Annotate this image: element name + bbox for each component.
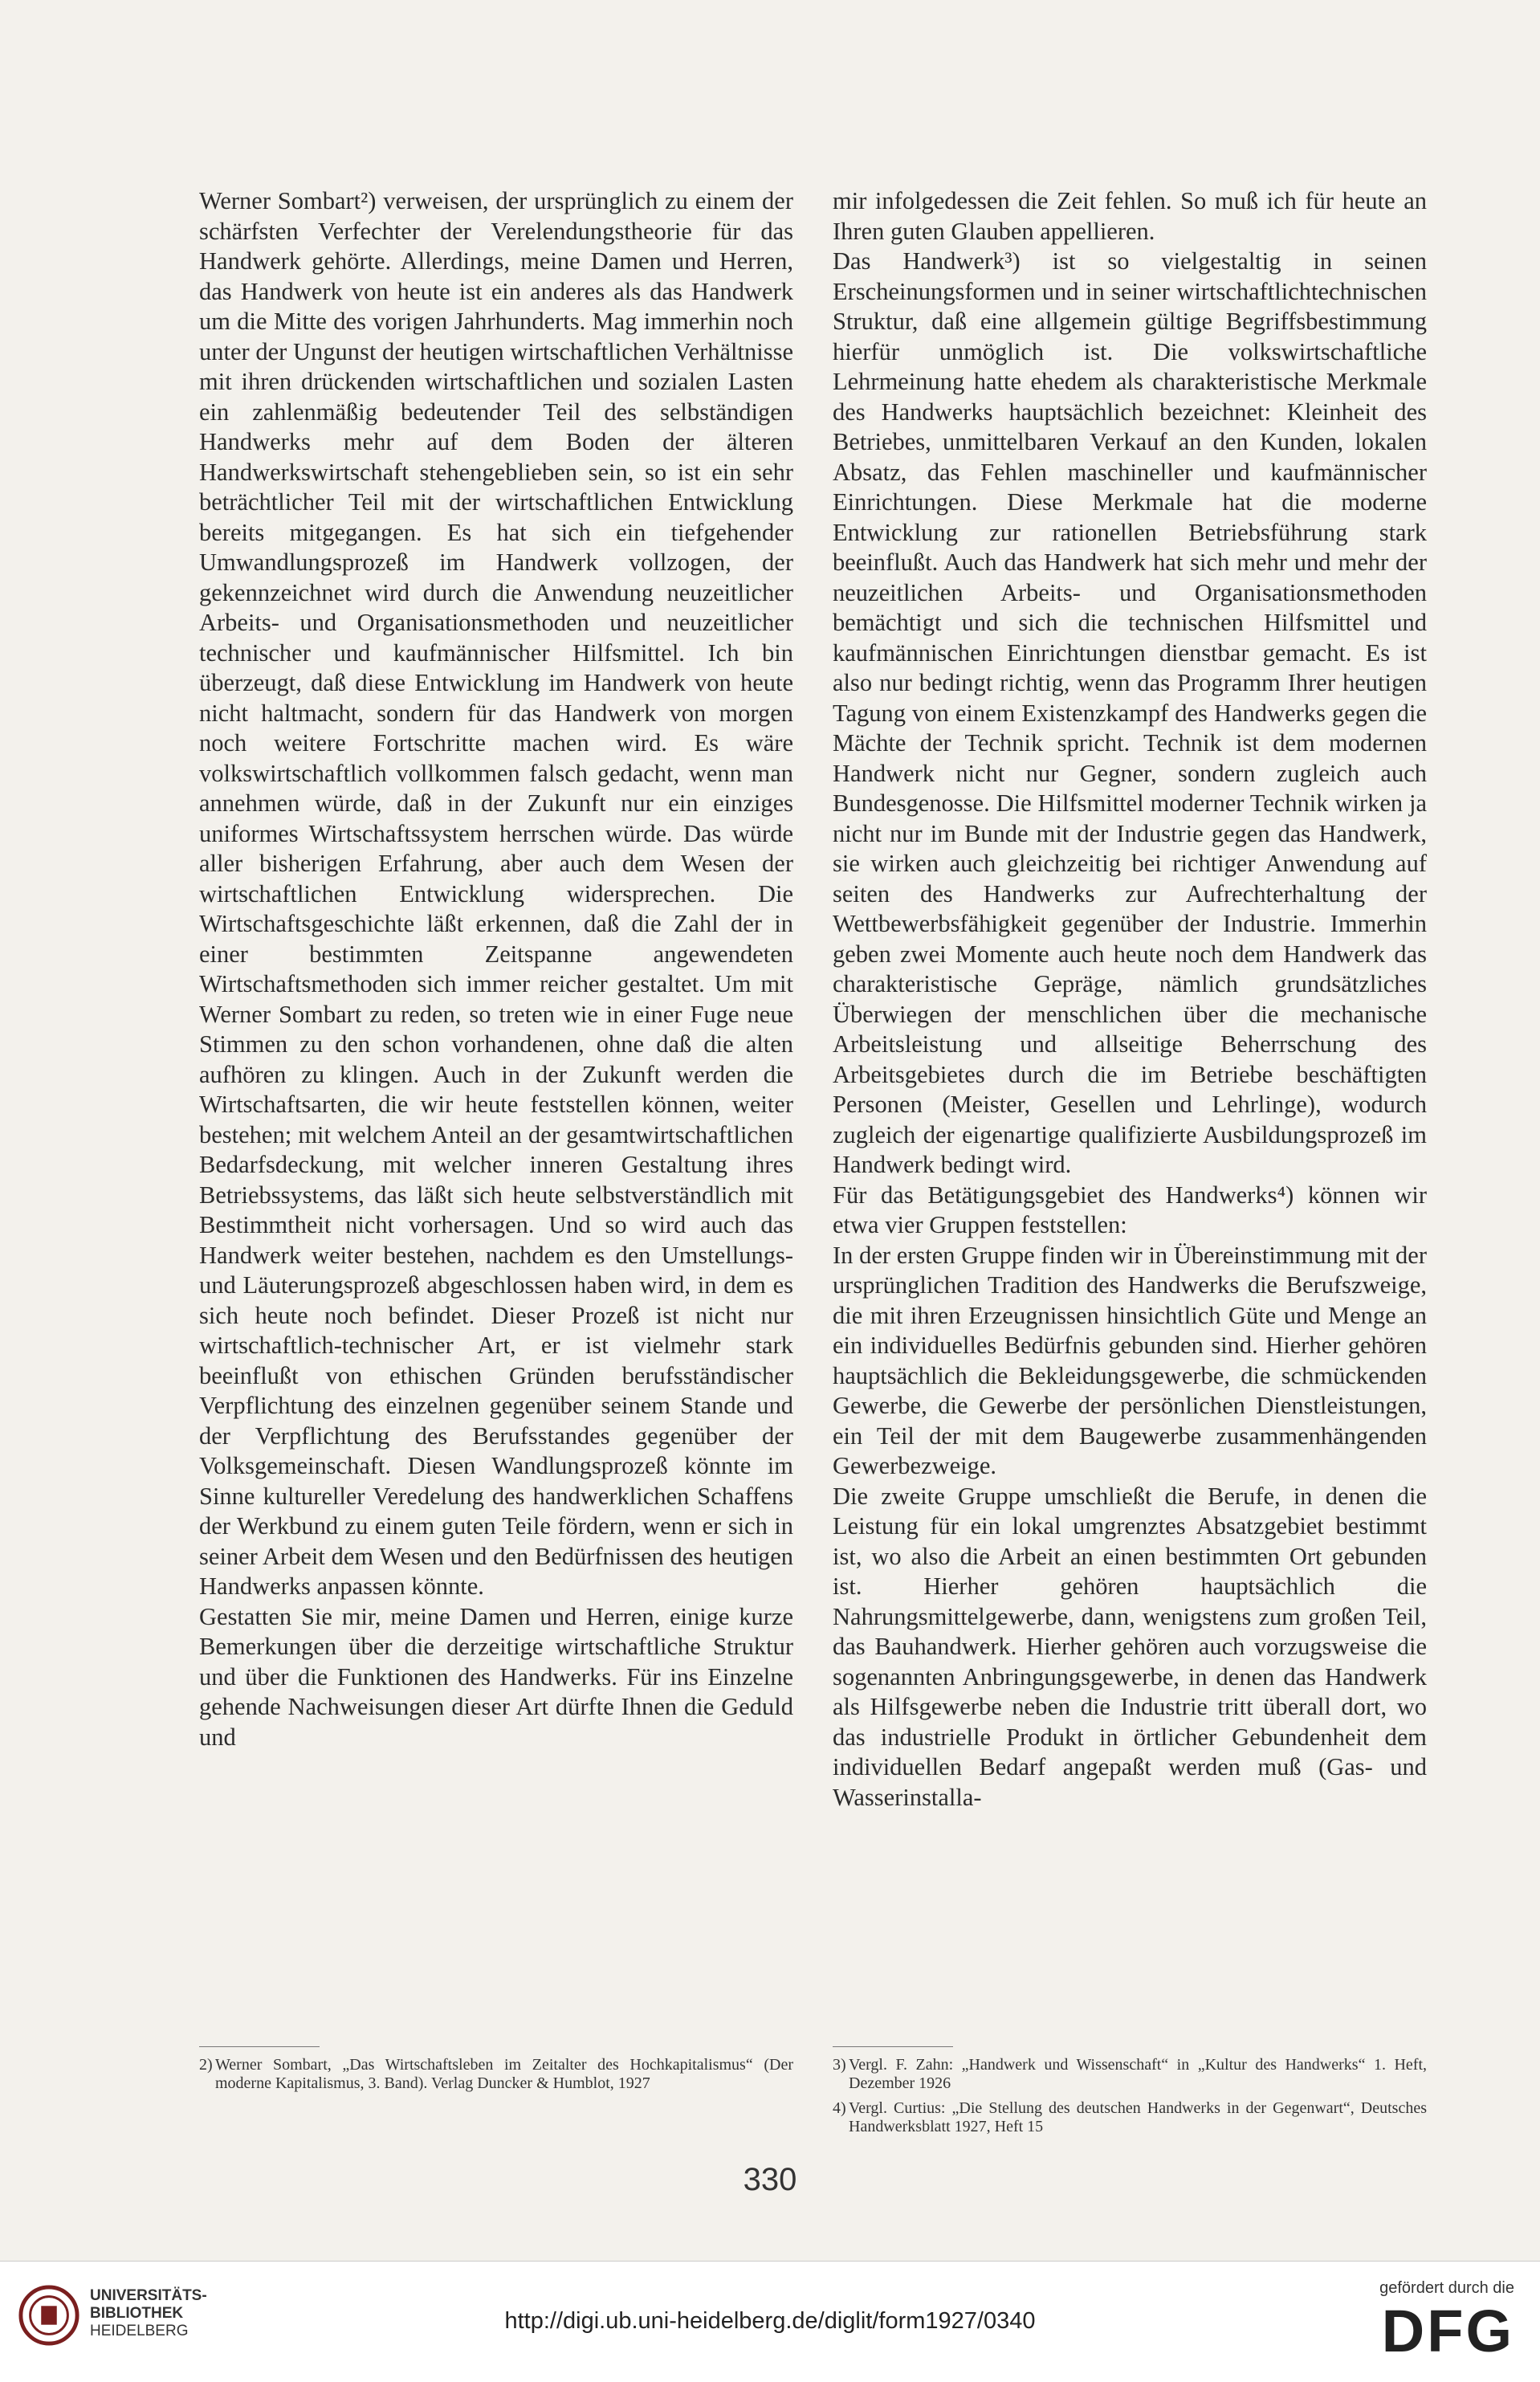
dfg-logo: DFG <box>1381 2298 1514 2364</box>
page-number: 330 <box>743 2162 797 2197</box>
right-paragraph-4: In der ersten Gruppe finden wir in Übereinstimmung mit der ursprünglichen Tradition des Handwerks die Berufszweige, die mit ihren Erzeugnissen hinsichtlich Güte und Menge an ein individuelles Bedürfnis gebunden sind. Hierher gehören hauptsächlich die Bekleidungsgewerbe, die schmückenden Gewerbe, die Gewerbe der persönlichen Dienstleistungen, ein Teil der mit dem Baugewerbe zusammenhängenden Gewerbezweige. <box>833 1241 1427 1479</box>
footnote-rule-right <box>833 2046 953 2047</box>
left-paragraph-2: Gestatten Sie mir, meine Damen und Herren, einige kurze Bemerkungen über die derzeitige wirtschaftliche Struktur und über die Funktionen des Handwerks. Für ins Einzelne gehende Nachweisungen dieser Art dürfte Ihnen die Geduld und <box>199 1602 793 1751</box>
footnote-text: Werner Sombart, „Das Wirtschaftsleben im Zeitalter des Hochkapitalismus“ (Der moderne Kapitalismus, 3. Band). Verlag Duncker & Humblot, 1927 <box>215 2056 793 2092</box>
footnote-2 <box>199 2056 793 2093</box>
footnote-number: 3) <box>833 2056 846 2074</box>
footer-bar <box>0 2261 1540 2382</box>
footnote-4 <box>833 2099 1427 2136</box>
right-paragraph-2: Das Handwerk³) ist so vielgestaltig in seinen Erscheinungsformen und in seiner wirtschaftlichtechnischen Struktur, daß eine allgemein gültige Begriffsbestimmung hierfür unmöglich ist. Die volkswirtschaftliche Lehrmeinung hatte ehedem als charakteristische Merkmale des Handwerks hauptsächlich bezeichnet: Kleinheit des Betriebes, unmittelbaren Verkauf an den Kunden, lokalen Absatz, das Fehlen maschineller und kaufmännischer Einrichtungen. Diese Merkmale hat die moderne Entwicklung zur rationellen Betriebsführung stark beeinflußt. Auch das Handwerk hat sich mehr und mehr der neuzeitlichen Arbeits- und Organisationsmethoden bemächtigt und sich die technischen Hilfsmittel und kaufmännischen Einrichtungen dienstbar gemacht. Es ist also nur bedingt richtig, wenn das Programm Ihrer heutigen Tagung von einem Existenzkampf des Handwerks gegen die Mächte der Technik spricht. Technik ist dem modernen Handwerk nicht nur Gegner, sondern zugleich auch Bundesgenosse. Die Hilfsmittel moderner Technik wirken ja nicht nur im Bunde mit der Industrie gegen das Handwerk, sie wirken auch gleichzeitig bei richtiger Anwendung auf seiten des Handwerks zur Aufrechterhaltung der Wettbewerbsfähigkeit gegenüber der Industrie. Immerhin geben zwei Momente auch heute noch dem Handwerk das charakteristische Gepräge, nämlich grundsätzliches Überwiegen der menschlichen über die mechanische Arbeitsleistung und allseitige Beherrschung des Arbeitsgebietes durch die im Betriebe beschäftigten Personen (Meister, Gesellen und Lehrlinge), wodurch zugleich der eigenartige qualifizierte Ausbildungsprozeß im Handwerk bedingt wird. <box>833 247 1427 1178</box>
footnote-3 <box>833 2056 1427 2093</box>
institution-line-1: UNIVERSITÄTS- <box>90 2287 207 2304</box>
right-text-column <box>833 186 1427 1813</box>
footnote-text: Vergl. Curtius: „Die Stellung des deutschen Handwerks in der Gegenwart“, Deutsches Handwerksblatt 1927, Heft 15 <box>849 2099 1427 2135</box>
funder-block <box>1379 2279 1514 2364</box>
right-paragraph-3: Für das Betätigungsgebiet des Handwerks⁴) können wir etwa vier Gruppen feststellen: <box>833 1181 1427 1238</box>
source-url-link[interactable]: http://digi.ub.uni-heidelberg.de/diglit/form1927/0340 <box>504 2308 1036 2334</box>
footnote-rule-left <box>199 2046 320 2047</box>
funder-label: gefördert durch die <box>1379 2279 1514 2297</box>
institution-line-3: HEIDELBERG <box>90 2323 189 2339</box>
footnote-number: 4) <box>833 2099 846 2117</box>
left-text-column <box>199 186 793 1752</box>
footnote-number: 2) <box>199 2056 213 2074</box>
right-paragraph-1: mir infolgedessen die Zeit fehlen. So muß ich für heute an Ihren guten Glauben appellieren. <box>833 187 1427 245</box>
left-paragraph-1: Werner Sombart²) verweisen, der ursprünglich zu einem der schärfsten Verfechter der Verelendungstheorie für das Handwerk gehörte. Allerdings, meine Damen und Herren, das Handwerk von heute ist ein anderes als das Handwerk um die Mitte des vorigen Jahrhunderts. Mag immerhin noch unter der Ungunst der heutigen wirtschaftlichen Verhältnisse mit ihren drückenden wirtschaftlichen und sozialen Lasten ein zahlenmäßig bedeutender Teil des selbständigen Handwerks mehr auf dem Boden der älteren Handwerkswirtschaft stehengeblieben sein, so ist ein sehr beträchtlicher Teil mit der wirtschaftlichen Entwicklung bereits mitgegangen. Es hat sich ein tiefgehender Umwandlungsprozeß im Handwerk vollzogen, der gekennzeichnet wird durch die Anwendung neuzeitlicher Arbeits- und Organisationsmethoden und neuzeitlicher technischer und kaufmännischer Hilfsmittel. Ich bin überzeugt, daß diese Entwicklung im Handwerk von heute nicht haltmacht, sondern für das Handwerk von morgen noch weitere Fortschritte machen wird. Es wäre volkswirtschaftlich vollkommen falsch gedacht, wenn man annehmen würde, daß in der Zukunft nur ein einziges uniformes Wirtschaftssystem herrschen würde. Das würde aller bisherigen Erfahrung, aber auch dem Wesen der wirtschaftlichen Entwicklung widersprechen. Die Wirtschaftsgeschichte läßt erkennen, daß die Zahl der in einer bestimmten Zeitspanne angewendeten Wirtschaftsmethoden sich immer reicher gestaltet. Um mit Werner Sombart zu reden, so treten wie in einer Fuge neue Stimmen zu den schon vorhandenen, ohne daß die alten aufhören zu klingen. Auch in der Zukunft werden die Wirtschaftsarten, die wir heute feststellen können, weiter bestehen; mit welchem Anteil an der gesamtwirtschaftlichen Bedarfsdeckung, mit welcher inneren Gestaltung ihres Betriebssystems, das läßt sich heute selbstverständlich mit Bestimmtheit nicht vorhersagen. Und so wird auch das Handwerk weiter bestehen, nachdem es den Umstellungs- und Läuterungsprozeß abgeschlossen haben wird, in dem es sich heute noch befindet. Dieser Prozeß ist nicht nur wirtschaftlich-technischer Art, er ist vielmehr stark beeinflußt von ethischen Gründen berufsständischer Verpflichtung des einzelnen gegenüber seinem Stande und der Verpflichtung des Berufsstandes gegenüber der Volksgemeinschaft. Diesen Wandlungsprozeß könnte im Sinne kultureller Veredelung des handwerklichen Schaffens der Werkbund zu einem guten Teile fördern, wenn er sich in seiner Arbeit dem Wesen und den Bedürfnissen des heutigen Handwerks anpassen könnte. <box>199 187 793 1600</box>
institution-line-2: BIBLIOTHEK <box>90 2305 184 2322</box>
right-paragraph-5: Die zweite Gruppe umschließt die Berufe, in denen die Leistung für ein lokal umgrenztes Absatzgebiet bestimmt ist, wo also die Arbeit an einen bestimmten Ort gebunden ist. Hierher gehören hauptsächlich die Nahrungsmittelgewerbe, dann, wenigstens zum großen Teil, das Bauhandwerk. Hierher gehören auch vorzugsweise die sogenannten Anbringungsgewerbe, in denen das Handwerk als Hilfsgewerbe neben die Industrie tritt überall dort, wo das industrielle Produkt in örtlicher Gebundenheit dem individuellen Bedarf angepaßt werden muß (Gas- und Wasserinstalla- <box>833 1482 1427 1811</box>
footnote-text: Vergl. F. Zahn: „Handwerk und Wissenschaft“ in „Kultur des Handwerks“ 1. Heft, Dezember 1926 <box>849 2056 1427 2092</box>
